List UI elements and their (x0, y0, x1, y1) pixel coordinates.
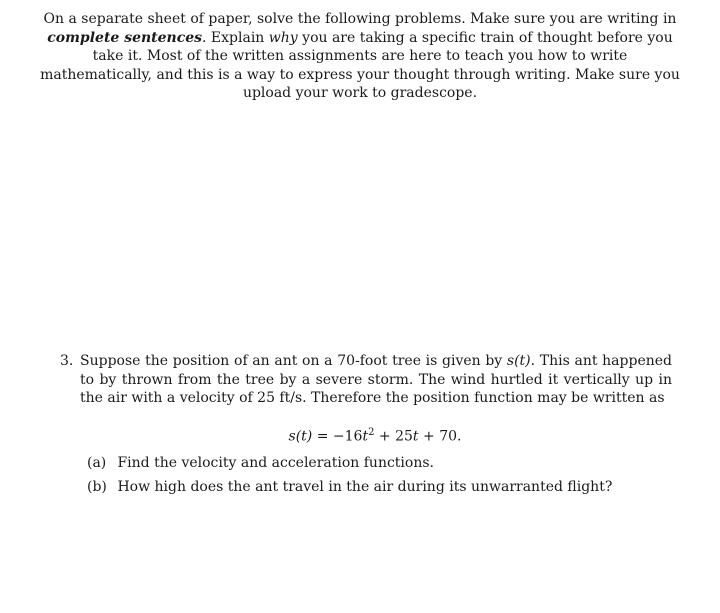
equation-rhs-a: = −16 (312, 428, 363, 445)
problem-text-a: Suppose the position of an ant on a 70-foot tree is given by (80, 353, 507, 369)
equation-t1: t (362, 428, 369, 445)
position-function: s(t) (506, 353, 531, 369)
instructions-text-1: On a separate sheet of paper, solve the following problems. Make sure you are writing in (43, 11, 677, 27)
instructions-emphasis: complete sentences (47, 29, 203, 46)
problem-text-b: . This ant happened to by thrown from the tree by a severe storm. The wind hurtled it vertically up in the air with a velocity of 25 ft/s. Therefore the position function may be written as (80, 353, 672, 406)
part-text: Find the velocity and acceleration functions. (117, 455, 434, 471)
part-text: How high does the ant travel in the air during its unwarranted flight? (117, 479, 613, 495)
instructions-why: why (268, 29, 298, 46)
equation-rhs-b: + 25 (374, 428, 413, 445)
instructions-text-3: you are taking a specific train of thought before you take it. Most of the written assignments are here to teach you how to write mathematically, and this is a way to express your thought through writing. Make sure you upload your work to gradescope. (40, 29, 680, 101)
equation-lhs: s(t) (288, 428, 313, 445)
problem-parts (87, 454, 612, 502)
problem-3 (60, 352, 672, 495)
equation-t2: t (412, 428, 419, 445)
equation-exponent: 2 (368, 427, 375, 438)
part-a (87, 454, 612, 478)
part-label: (b) (87, 479, 107, 495)
position-equation (60, 424, 690, 446)
instructions-text-2: . Explain (202, 29, 269, 46)
problem-number: 3. (60, 353, 74, 369)
equation-rhs-c: + 70. (418, 428, 462, 445)
part-b (87, 478, 612, 502)
problem-statement (80, 352, 672, 408)
instructions-paragraph (40, 10, 680, 103)
part-label: (a) (87, 455, 107, 471)
